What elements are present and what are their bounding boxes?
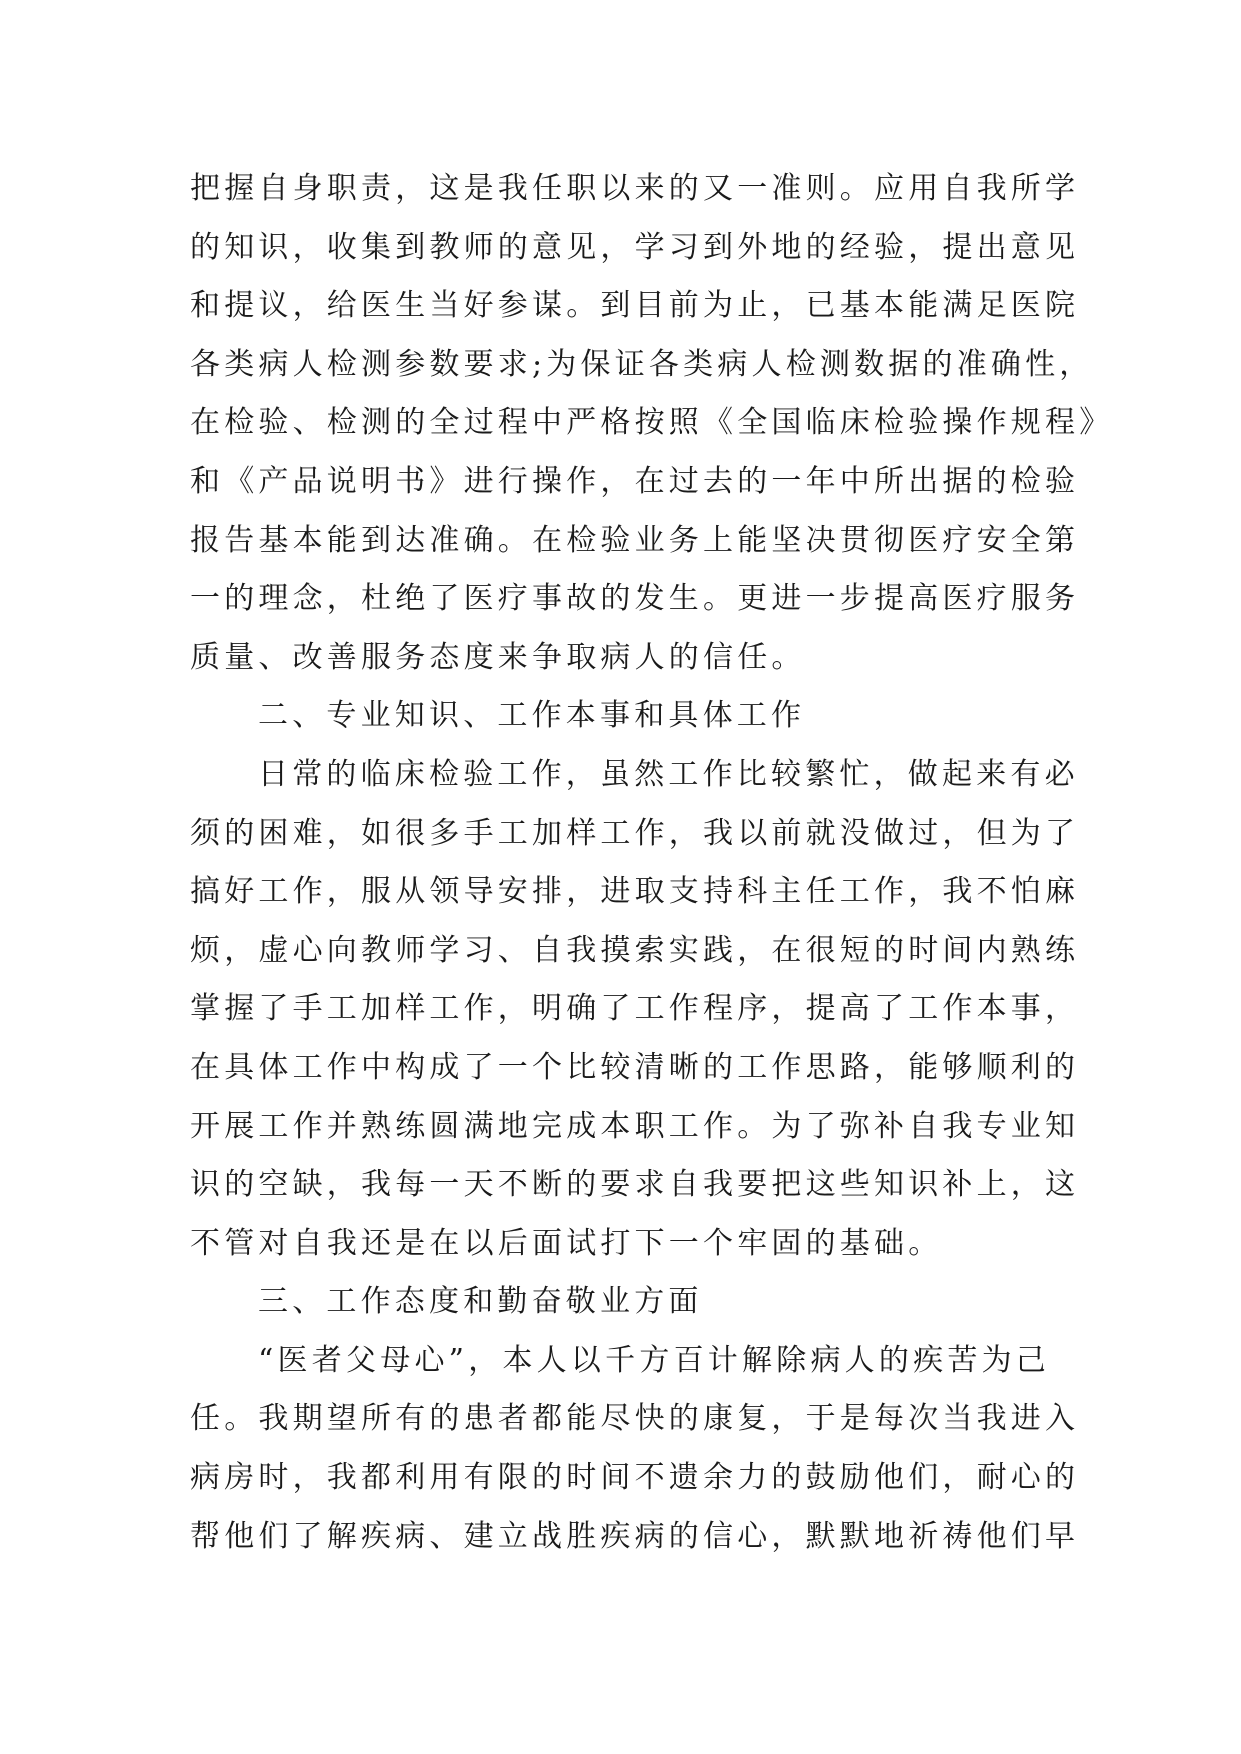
text-line: 在检验、检测的全过程中严格按照《全国临床检验操作规程》 — [190, 405, 1114, 441]
text-line: 搞好工作，服从领导安排，进取支持科主任工作，我不怕麻 — [190, 874, 1080, 910]
text-line: 任。我期望所有的患者都能尽快的康复，于是每次当我进入 — [190, 1401, 1080, 1437]
paragraph — [190, 1273, 1050, 1332]
text-line: 病房时，我都利用有限的时间不遗余力的鼓励他们，耐心的 — [190, 1460, 1080, 1496]
text-line: 须的困难，如很多手工加样工作，我以前就没做过，但为了 — [190, 815, 1080, 851]
paragraph — [190, 746, 1080, 1273]
text-line: 和《产品说明书》进行操作，在过去的一年中所出据的检验 — [190, 463, 1080, 499]
text-line: 不管对自我还是在以后面试打下一个牢固的基础。 — [190, 1225, 943, 1261]
text-line: 把握自身职责，这是我任职以来的又一准则。应用自我所学 — [190, 171, 1080, 206]
text-line: 和提议，给医生当好参谋。到目前为止，已基本能满足医院 — [190, 288, 1080, 324]
text-line: 掌握了手工加样工作，明确了工作程序，提高了工作本事， — [190, 991, 1080, 1027]
text-line: 三、工作态度和勤奋敬业方面 — [258, 1284, 703, 1320]
text-line: 各类病人检测参数要求;为保证各类病人检测数据的准确性， — [190, 346, 1094, 382]
text-line: “医者父母心”，本人以千方百计解除病人的疾苦为己 — [258, 1342, 1050, 1378]
paragraph — [190, 687, 1050, 746]
text-line: 烦，虚心向教师学习、自我摸索实践，在很短的时间内熟练 — [190, 932, 1080, 968]
text-line: 日常的临床检验工作，虽然工作比较繁忙，做起来有必 — [258, 756, 1079, 792]
paragraph — [190, 160, 1114, 687]
paragraph — [190, 1332, 1080, 1566]
document-body — [190, 160, 1114, 1566]
text-line: 报告基本能到达准确。在检验业务上能坚决贯彻医疗安全第 — [190, 522, 1080, 558]
text-line: 识的空缺，我每一天不断的要求自我要把这些知识补上，这 — [190, 1167, 1080, 1203]
text-line: 帮他们了解疾病、建立战胜疾病的信心，默默地祈祷他们早 — [190, 1518, 1080, 1554]
text-line: 一的理念，杜绝了医疗事故的发生。更进一步提高医疗服务 — [190, 581, 1080, 617]
text-line: 开展工作并熟练圆满地完成本职工作。为了弥补自我专业知 — [190, 1108, 1080, 1144]
text-line: 质量、改善服务态度来争取病人的信任。 — [190, 639, 806, 675]
text-line: 二、专业知识、工作本事和具体工作 — [258, 698, 806, 734]
text-line: 的知识，收集到教师的意见，学习到外地的经验，提出意见 — [190, 229, 1080, 265]
text-line: 在具体工作中构成了一个比较清晰的工作思路，能够顺利的 — [190, 1049, 1080, 1085]
